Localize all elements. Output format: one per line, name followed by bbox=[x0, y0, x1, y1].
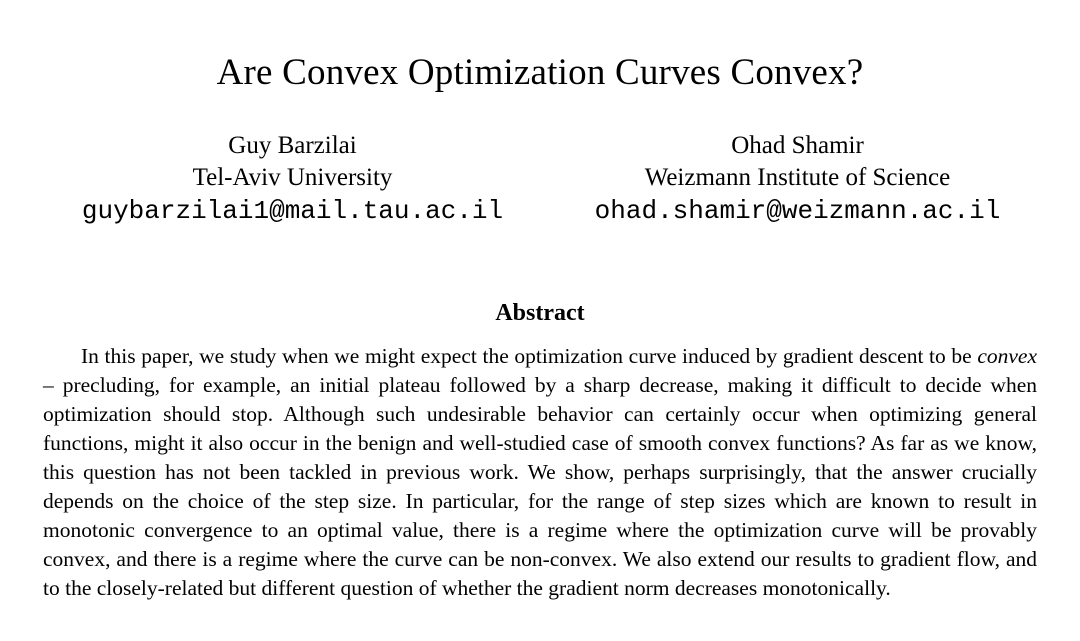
abstract-italic-word: convex bbox=[977, 344, 1037, 368]
author-block-right bbox=[545, 130, 1050, 229]
author-block-left bbox=[40, 130, 545, 229]
author-name: Ohad Shamir bbox=[731, 132, 864, 159]
abstract-text-after-italic: – precluding, for example, an initial plateau followed by a sharp decrease, making it difficult to decide when optimization should stop. Although such undesirable behavior can certainly occur when optimizing general functions, might it also occur in the benign and well-studied case of smooth convex functions? As far as we know, this question has not been tackled in previous work. We show, perhaps surprisingly, that the answer crucially depends on the choice of the step size. In particular, for the range of step sizes which are known to result in monotonic convergence to an optimal value, there is a regime where the optimization curve will be provably convex, and there is a regime where the curve can be non-convex. We also extend our results to gradient flow, and to the closely-related but different question of whether the gradient norm decreases monotonically. bbox=[43, 373, 1037, 600]
author-email: ohad.shamir@weizmann.ac.il bbox=[594, 196, 1001, 226]
paper-title: Are Convex Optimization Curves Convex? bbox=[216, 52, 864, 93]
abstract-heading: Abstract bbox=[495, 300, 585, 326]
authors-row bbox=[0, 130, 1080, 229]
abstract-text-before-italic: In this paper, we study when we might expect the optimization curve induced by gradient descent to be bbox=[81, 344, 978, 368]
author-affiliation: Weizmann Institute of Science bbox=[644, 164, 951, 191]
abstract-section bbox=[0, 298, 1080, 603]
author-affiliation: Tel-Aviv University bbox=[192, 164, 393, 191]
abstract-paragraph bbox=[43, 342, 1037, 603]
author-name: Guy Barzilai bbox=[228, 132, 357, 159]
author-email: guybarzilai1@mail.tau.ac.il bbox=[81, 196, 504, 226]
